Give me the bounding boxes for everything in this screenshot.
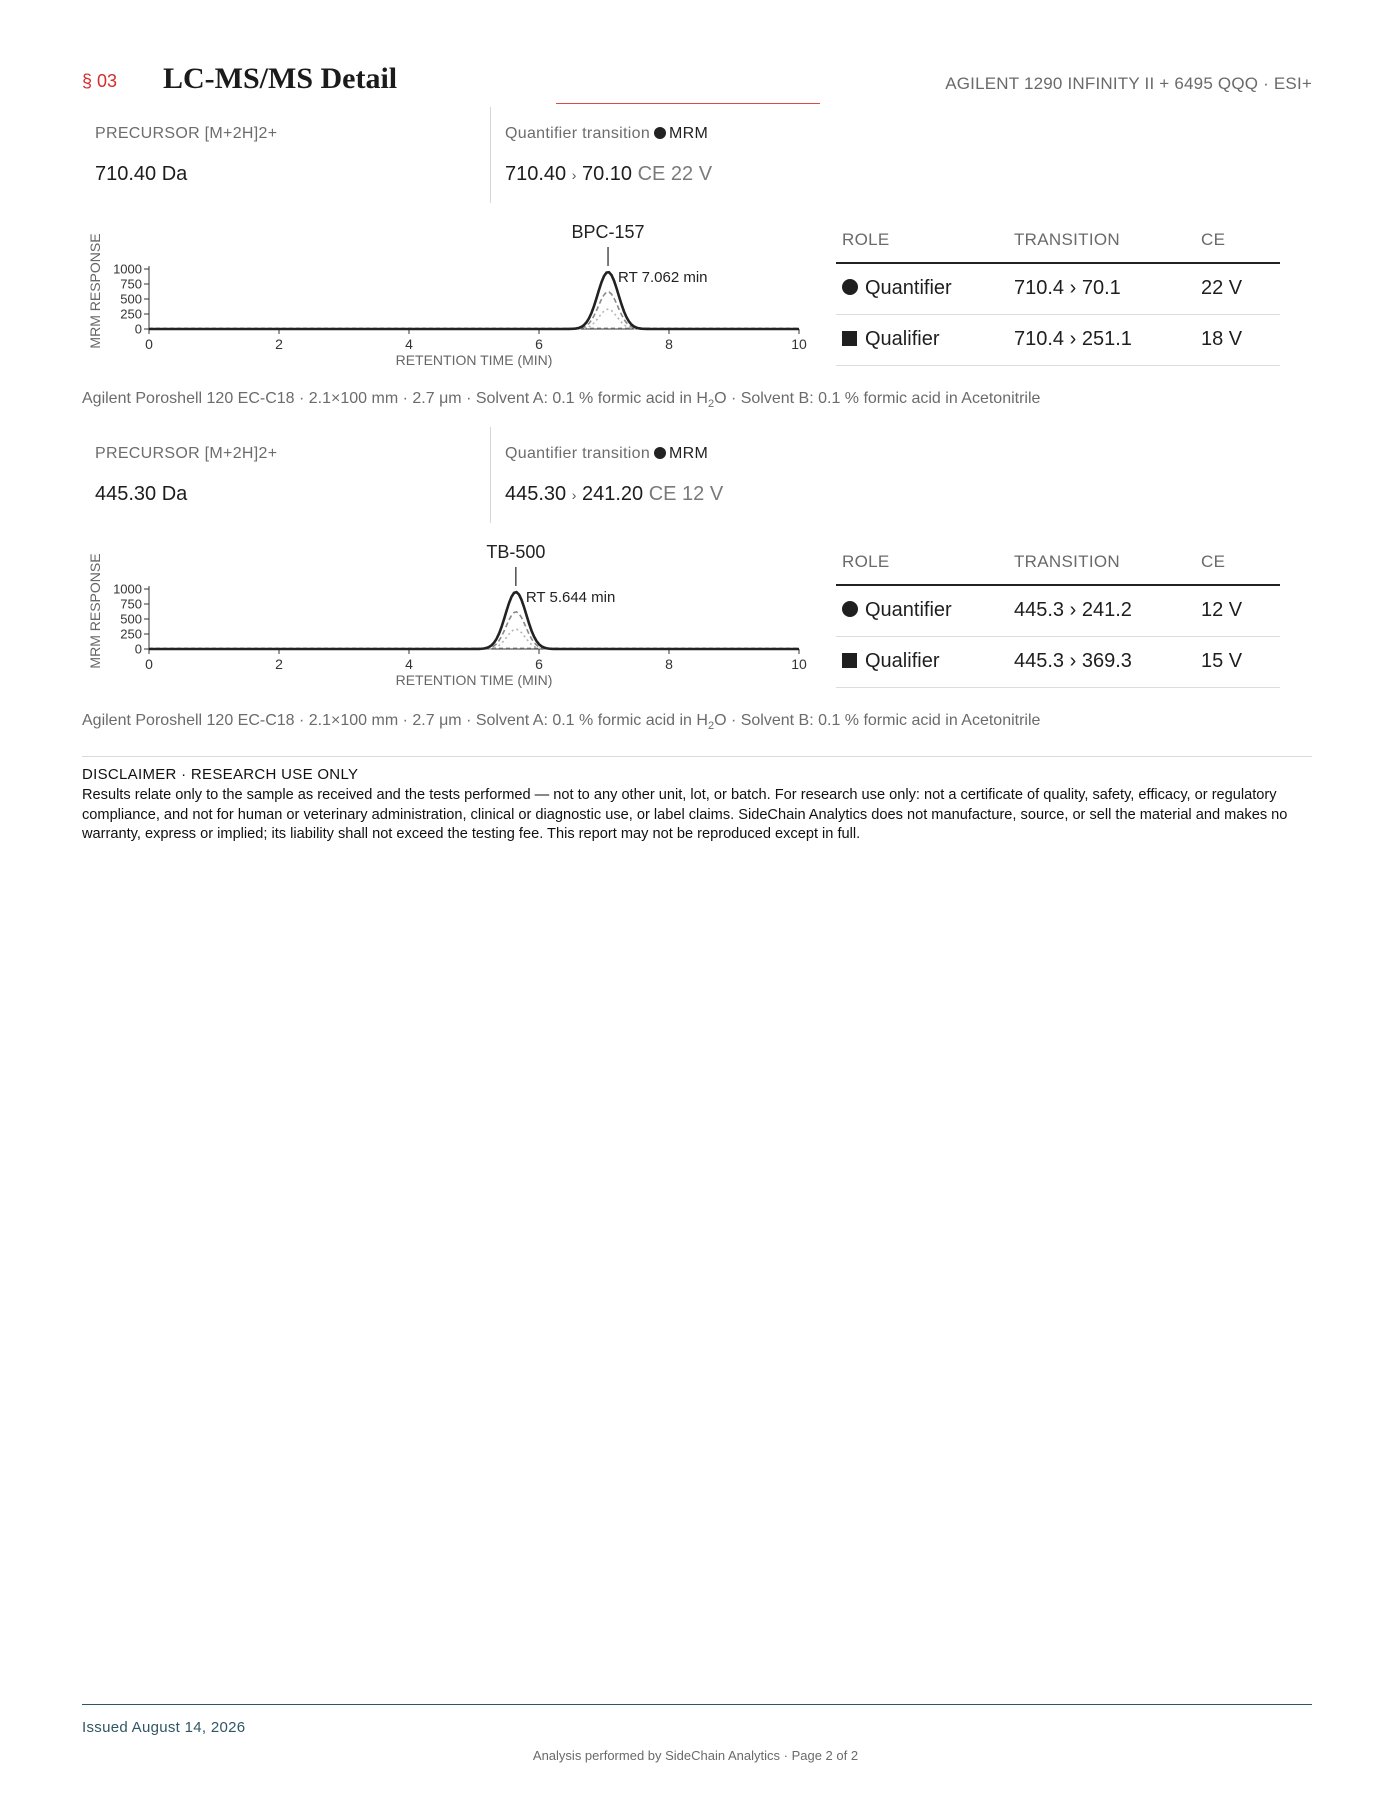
x-tick-label: 2 bbox=[275, 656, 283, 672]
quantifier-label bbox=[505, 445, 708, 463]
x-tick-label: 2 bbox=[275, 336, 283, 352]
subscript: 2 bbox=[707, 720, 715, 733]
section-divider bbox=[82, 756, 1312, 757]
precursor-value: 445.30 Da bbox=[95, 483, 188, 505]
precursor-block bbox=[82, 427, 1312, 527]
subscript: 2 bbox=[707, 398, 715, 411]
role-text: Qualifier bbox=[865, 650, 940, 672]
x-tick-label: 0 bbox=[145, 656, 153, 672]
chevron-right-icon: › bbox=[571, 167, 577, 183]
column-conditions bbox=[82, 712, 1040, 732]
series-line-qualifier bbox=[149, 292, 799, 329]
chromatogram-svg bbox=[82, 534, 822, 694]
page-title: LC-MS/MS Detail bbox=[163, 62, 398, 95]
x-tick-label: 8 bbox=[665, 656, 673, 672]
table-header bbox=[836, 216, 1280, 264]
mrm-label: MRM bbox=[669, 125, 709, 142]
chromatogram-svg bbox=[82, 214, 822, 374]
series-line-qualifier bbox=[149, 612, 799, 649]
column-text: Agilent Poroshell 120 EC-C18 · 2.1×100 mm · 2.7 μm · Solvent A: 0.1 % formic acid in H bbox=[82, 712, 708, 729]
page-info: Analysis performed by SideChain Analytics · Page 2 of 2 bbox=[532, 1748, 859, 1763]
x-tick-label: 4 bbox=[405, 656, 413, 672]
transition-cell: 445.3 › 369.3 bbox=[1014, 650, 1132, 672]
y-tick-label: 250 bbox=[120, 306, 142, 322]
role-cell bbox=[842, 599, 952, 622]
compound-title: BPC-157 bbox=[571, 222, 645, 242]
footer-rule bbox=[82, 1704, 1312, 1705]
y-tick-label: 500 bbox=[120, 611, 142, 627]
mrm-dot-icon bbox=[654, 127, 666, 139]
role-text: Qualifier bbox=[865, 328, 940, 350]
role-cell bbox=[842, 328, 939, 351]
header-ce: CE bbox=[1201, 230, 1226, 249]
square-marker-icon bbox=[842, 653, 857, 668]
disclaimer-text: Results relate only to the sample as received and the tests performed — not to any other unit, lot, or batch. For research use only: not a certificate of quality, safety, efficacy, or regulatory compliance, and not for human or veterinary administration, clinical or diagnostic use, or label claims. SideChain Analytics does not manufacture, source, or sell the material and makes no warranty, express or implied; its liability shall not exceed the testing fee. This report may not be reproduced except in full. bbox=[82, 787, 1288, 842]
x-axis-label: RETENTION TIME (MIN) bbox=[395, 672, 553, 688]
peak-rt-label: RT 5.644 min bbox=[525, 589, 616, 606]
table-row bbox=[836, 264, 1280, 315]
quantifier-label-text: Quantifier transition bbox=[505, 445, 651, 462]
column-text-suffix: O · Solvent B: 0.1 % formic acid in Acetonitrile bbox=[714, 712, 1041, 729]
mrm-label: MRM bbox=[669, 445, 709, 462]
circle-marker-icon bbox=[842, 601, 858, 617]
y-tick-label: 750 bbox=[120, 276, 142, 292]
y-tick-label: 0 bbox=[134, 321, 142, 337]
transition-cell: 710.4 › 70.1 bbox=[1014, 277, 1121, 299]
table-header bbox=[836, 538, 1280, 586]
peak-rt-label: RT 7.062 min bbox=[618, 269, 708, 286]
header-transition: TRANSITION bbox=[1014, 552, 1120, 571]
compound-title: TB-500 bbox=[486, 542, 546, 562]
x-tick-label: 6 bbox=[535, 336, 543, 352]
y-tick-label: 250 bbox=[120, 626, 142, 642]
quantifier-transition bbox=[505, 163, 712, 186]
y-tick-label: 1000 bbox=[113, 261, 142, 277]
table-row bbox=[836, 315, 1280, 366]
precursor-cell bbox=[82, 107, 490, 203]
x-tick-label: 10 bbox=[791, 656, 807, 672]
role-cell bbox=[842, 650, 939, 673]
x-tick-label: 6 bbox=[535, 656, 543, 672]
header-role: ROLE bbox=[842, 230, 890, 249]
header-role: ROLE bbox=[842, 552, 890, 571]
precursor-label: PRECURSOR [M+2H]2+ bbox=[95, 125, 278, 142]
column-text: Agilent Poroshell 120 EC-C18 · 2.1×100 mm · 2.7 μm · Solvent A: 0.1 % formic acid in H bbox=[82, 390, 708, 407]
ce-cell: 15 V bbox=[1201, 650, 1243, 672]
ce-cell: 22 V bbox=[1201, 277, 1243, 299]
transition-table bbox=[836, 216, 1280, 366]
title-accent-line bbox=[556, 103, 820, 104]
series-line-qualifier bbox=[149, 629, 799, 649]
quant-ce: CE 22 V bbox=[637, 163, 713, 185]
transition-table bbox=[836, 538, 1280, 688]
issued-date: Issued August 14, 2026 bbox=[82, 1719, 246, 1736]
chromatogram-chart bbox=[82, 534, 822, 694]
header-ce: CE bbox=[1201, 552, 1226, 571]
transition-cell: 710.4 › 251.1 bbox=[1014, 328, 1132, 350]
circle-marker-icon bbox=[842, 279, 858, 295]
y-tick-label: 1000 bbox=[113, 581, 142, 597]
quant-to: 70.10 bbox=[581, 163, 633, 185]
y-tick-label: 750 bbox=[120, 596, 142, 612]
instrument-label: AGILENT 1290 INFINITY II + 6495 QQQ · ESI+ bbox=[945, 74, 1312, 93]
quantifier-label bbox=[505, 125, 708, 143]
quant-from: 710.40 bbox=[505, 163, 567, 185]
quant-from: 445.30 bbox=[505, 483, 567, 505]
series-line-qualifier bbox=[149, 309, 799, 329]
mrm-dot-icon bbox=[654, 447, 666, 459]
quant-to: 241.20 bbox=[581, 483, 644, 505]
role-cell bbox=[842, 277, 952, 300]
y-tick-label: 0 bbox=[134, 641, 142, 657]
x-tick-label: 8 bbox=[665, 336, 673, 352]
x-tick-label: 4 bbox=[405, 336, 413, 352]
series-line-quantifier bbox=[149, 592, 799, 649]
transition-cell: 445.3 › 241.2 bbox=[1014, 599, 1132, 621]
header-transition: TRANSITION bbox=[1014, 230, 1120, 249]
disclaimer-title: DISCLAIMER · RESEARCH USE ONLY bbox=[82, 766, 359, 783]
x-tick-label: 0 bbox=[145, 336, 153, 352]
ce-cell: 12 V bbox=[1201, 599, 1243, 621]
x-axis-label: RETENTION TIME (MIN) bbox=[395, 352, 553, 368]
table-row bbox=[836, 637, 1280, 688]
y-tick-label: 500 bbox=[120, 291, 142, 307]
role-text: Quantifier bbox=[865, 599, 952, 621]
column-conditions bbox=[82, 390, 1040, 410]
chromatogram-chart bbox=[82, 214, 822, 374]
quantifier-label-text: Quantifier transition bbox=[505, 125, 651, 142]
section-number: § 03 bbox=[82, 71, 118, 91]
precursor-label: PRECURSOR [M+2H]2+ bbox=[95, 445, 278, 462]
role-text: Quantifier bbox=[865, 277, 952, 299]
square-marker-icon bbox=[842, 331, 857, 346]
ce-cell: 18 V bbox=[1201, 328, 1243, 350]
y-axis-label: MRM RESPONSE bbox=[87, 233, 103, 349]
precursor-value: 710.40 Da bbox=[95, 163, 188, 185]
quant-ce: CE 12 V bbox=[648, 483, 724, 505]
column-text-suffix: O · Solvent B: 0.1 % formic acid in Acetonitrile bbox=[714, 390, 1041, 407]
table-row bbox=[836, 586, 1280, 637]
y-axis-label: MRM RESPONSE bbox=[87, 553, 103, 669]
precursor-block bbox=[82, 107, 1312, 207]
precursor-cell bbox=[82, 427, 490, 523]
x-tick-label: 10 bbox=[791, 336, 807, 352]
quantifier-cell bbox=[490, 107, 1105, 203]
quantifier-transition bbox=[505, 483, 723, 506]
quantifier-cell bbox=[490, 427, 1105, 523]
chevron-right-icon: › bbox=[571, 487, 577, 503]
